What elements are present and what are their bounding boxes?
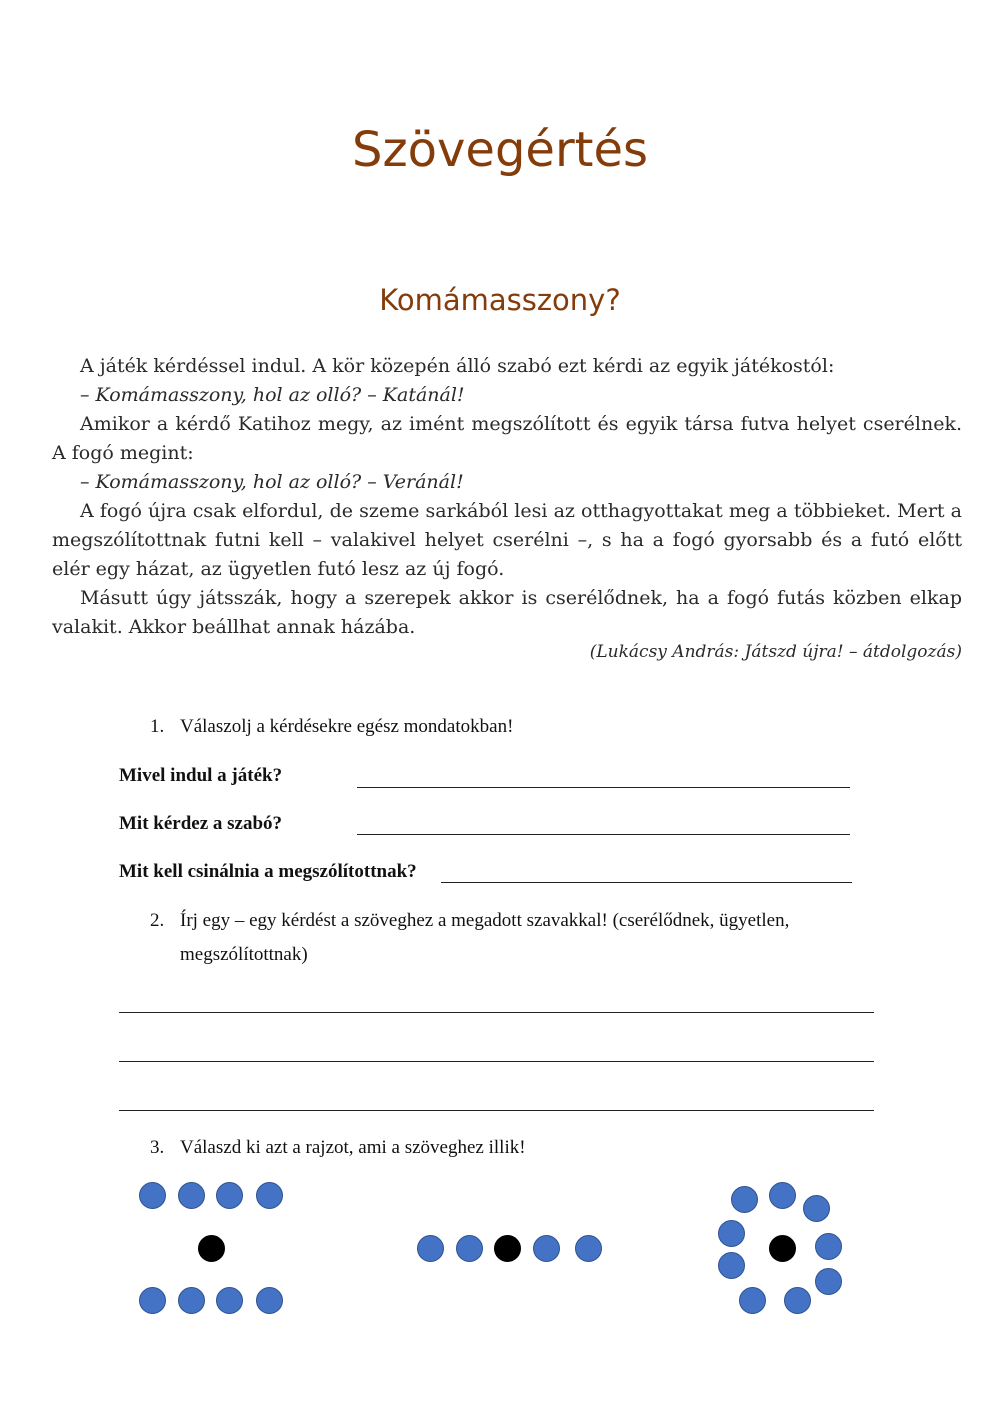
player-dot [256, 1182, 283, 1209]
story-paragraph: Amikor a kérdő Katihoz megy, az imént megszólított és egyik társa futva helyet cserélnek. A fogó megint: [52, 413, 962, 464]
question-1: Mivel indul a játék? [119, 765, 283, 786]
player-dot [456, 1235, 483, 1262]
player-dot [216, 1287, 243, 1314]
catcher-dot [494, 1235, 521, 1262]
dialog-text: – Komámasszony, hol az olló? – Katánál! [80, 384, 465, 406]
player-dot [718, 1220, 745, 1247]
task-text: Írj egy – egy kérdést a szöveghez a megadott szavakkal! (cserélődnek, ügyetlen, [180, 910, 790, 931]
story-source: (Lukácsy András: Játszd újra! – átdolgozás) [589, 642, 962, 662]
task-number: 2. [150, 910, 165, 931]
story-paragraph: A játék kérdéssel indul. A kör közepén álló szabó ezt kérdi az egyik játékostól: [80, 355, 835, 377]
story-paragraph: Másutt úgy játsszák, hogy a szerepek akkor is cserélődnek, ha a fogó futás közben elkap valakit. Akkor beállhat annak házába. [52, 587, 962, 638]
player-dot [139, 1182, 166, 1209]
story-title: Komámasszony? [379, 283, 621, 317]
player-dot [815, 1268, 842, 1295]
task-2-instruction [150, 910, 789, 932]
task-1-instruction [150, 716, 513, 738]
task-number: 3. [150, 1137, 165, 1158]
page-title: Szövegértés [351, 122, 649, 178]
player-dot [575, 1235, 602, 1262]
player-dot [139, 1287, 166, 1314]
task-text: Válaszolj a kérdésekre egész mondatokban! [180, 716, 514, 737]
question-3: Mit kell csinálnia a megszólítottnak? [119, 861, 417, 882]
question-2: Mit kérdez a szabó? [119, 813, 283, 834]
player-dot [216, 1182, 243, 1209]
player-dot [769, 1182, 796, 1209]
task-3-instruction [150, 1137, 526, 1159]
story-paragraph: A fogó újra csak elfordul, de szeme sarkából lesi az otthagyottakat meg a többieket. Mert a megszólítottnak futni kell – valakivel helyet cserélni –, s ha a fogó gyorsabb és a futó előtt elér egy házat, az ügyetlen futó lesz az új fogó. [52, 500, 962, 580]
catcher-dot [769, 1235, 796, 1262]
player-dot [815, 1233, 842, 1260]
player-dot [533, 1235, 560, 1262]
player-dot [803, 1195, 830, 1222]
player-dot [256, 1287, 283, 1314]
player-dot [718, 1252, 745, 1279]
player-dot [178, 1287, 205, 1314]
story-text [52, 352, 962, 642]
question-writing-line-1[interactable] [119, 1012, 874, 1013]
player-dot [739, 1287, 766, 1314]
story-dialog [52, 381, 962, 410]
task-number: 1. [150, 716, 165, 737]
answer-line-3[interactable] [441, 882, 852, 883]
question-writing-line-2[interactable] [119, 1061, 874, 1062]
question-writing-line-3[interactable] [119, 1110, 874, 1111]
player-dot [784, 1287, 811, 1314]
answer-line-1[interactable] [357, 787, 850, 788]
catcher-dot [198, 1235, 225, 1262]
player-dot [178, 1182, 205, 1209]
player-dot [417, 1235, 444, 1262]
player-dot [731, 1186, 758, 1213]
task-2-instruction-continued: megszólítottnak) [180, 944, 308, 965]
task-text: Válaszd ki azt a rajzot, ami a szöveghez illik! [180, 1137, 526, 1158]
story-dialog [52, 468, 962, 497]
answer-line-2[interactable] [357, 834, 850, 835]
dialog-text: – Komámasszony, hol az olló? – Veránál! [80, 471, 464, 493]
